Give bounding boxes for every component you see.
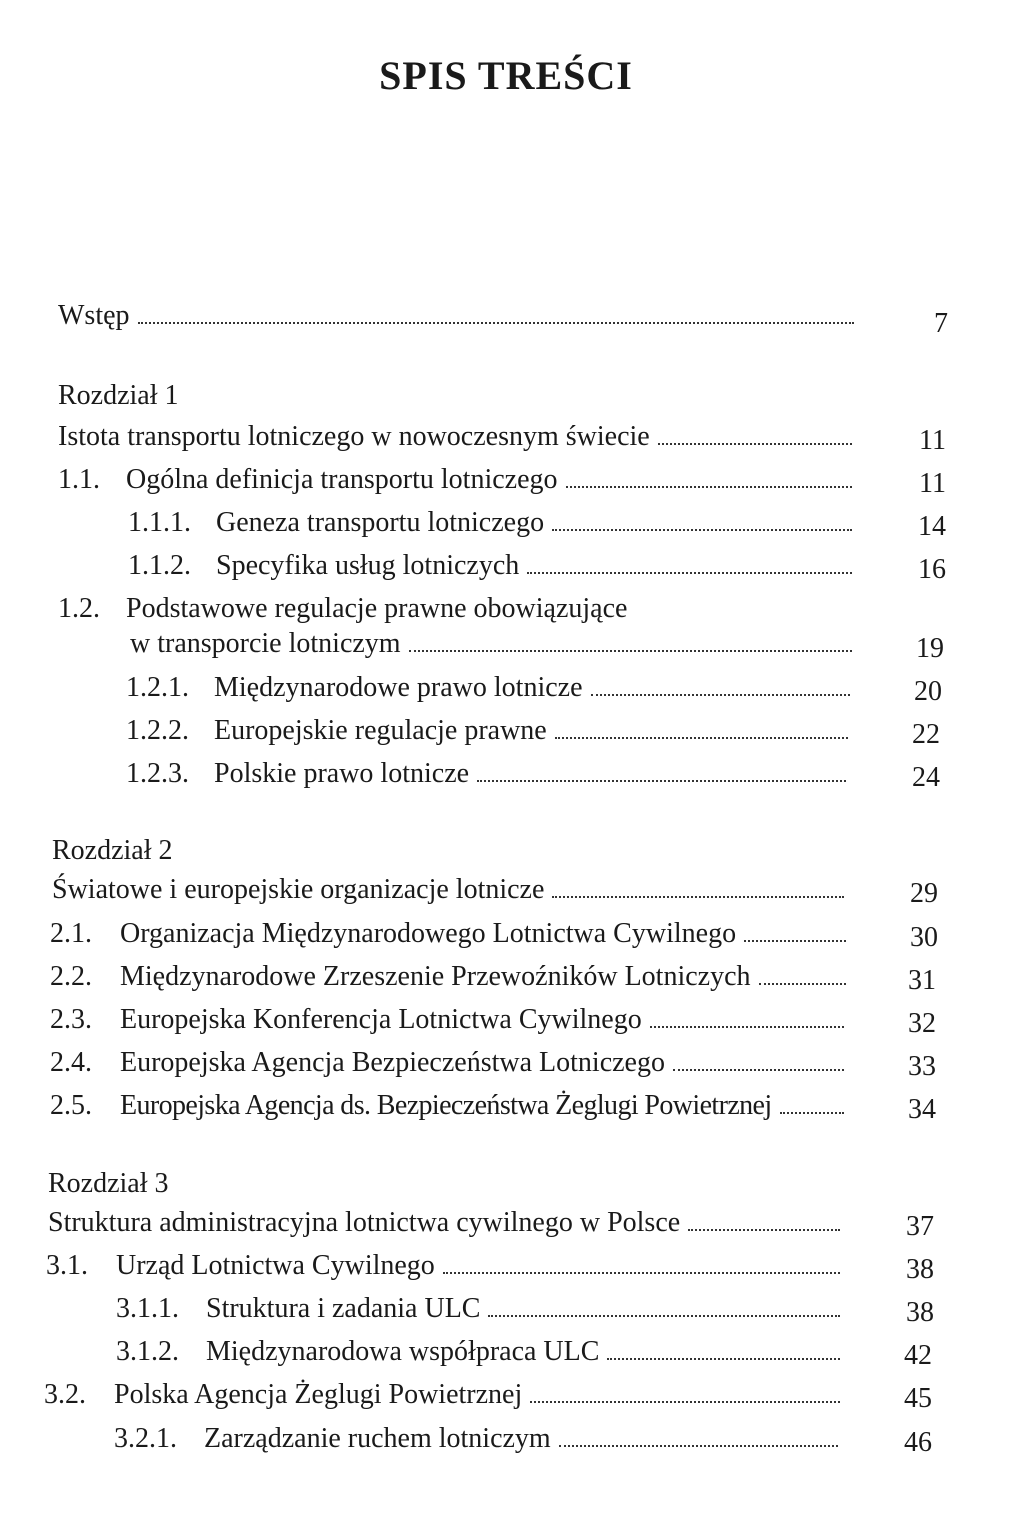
dot-leader xyxy=(566,486,852,488)
toc-page-number: 38 xyxy=(906,1297,934,1328)
section-number: 2.5. xyxy=(50,1090,92,1121)
page-title: SPIS TREŚCI xyxy=(379,53,633,98)
toc-entry-label: Europejskie regulacje prawne xyxy=(214,715,547,746)
section-number: 3.1.1. xyxy=(116,1293,179,1324)
toc-page-number: 11 xyxy=(919,425,946,456)
section-number: 1.1.2. xyxy=(128,550,191,581)
dot-leader xyxy=(607,1358,840,1360)
chapter-heading: Rozdział 1 xyxy=(58,380,179,411)
dot-leader xyxy=(138,322,854,324)
toc-entry[interactable] xyxy=(50,918,850,950)
toc-entry[interactable] xyxy=(126,758,850,790)
toc-entry-label: Geneza transportu lotniczego xyxy=(216,507,545,538)
dot-leader xyxy=(443,1272,840,1274)
dot-leader xyxy=(650,1026,844,1028)
toc-page-number: 33 xyxy=(908,1051,936,1082)
dot-leader xyxy=(552,529,852,531)
toc-entry-label: Europejska Agencja Bezpieczeństwa Lotniczego xyxy=(120,1047,665,1078)
toc-entry-intro[interactable] xyxy=(58,300,858,332)
chapter-heading: Rozdział 3 xyxy=(48,1168,169,1199)
toc-entry[interactable] xyxy=(46,1250,844,1282)
toc-entry-label: Polskie prawo lotnicze xyxy=(214,758,470,789)
dot-leader xyxy=(409,650,852,652)
toc-entry[interactable] xyxy=(116,1293,844,1325)
toc-page-number: 7 xyxy=(934,308,948,339)
toc-page-number: 32 xyxy=(908,1008,936,1039)
toc-page-number: 29 xyxy=(910,878,938,909)
toc-page-number: 34 xyxy=(908,1094,936,1125)
toc-entry[interactable] xyxy=(116,1336,844,1368)
toc-entry-label: Międzynarodowe Zrzeszenie Przewoźników Lotniczych xyxy=(120,961,751,992)
toc-entry-continuation[interactable] xyxy=(130,628,856,660)
toc-entry[interactable] xyxy=(128,507,856,539)
toc-entry-label: Polska Agencja Żeglugi Powietrznej xyxy=(114,1379,523,1410)
dot-leader xyxy=(559,1445,838,1447)
toc-entry-label: Urząd Lotnictwa Cywilnego xyxy=(116,1250,435,1281)
dot-leader xyxy=(477,780,846,782)
toc-page-number: 38 xyxy=(906,1254,934,1285)
toc-page-number: 30 xyxy=(910,922,938,953)
toc-entry-chapter3-title[interactable] xyxy=(48,1207,844,1239)
toc-entry-label: Międzynarodowe prawo lotnicze xyxy=(214,672,583,703)
toc-entry[interactable] xyxy=(50,1090,848,1122)
section-number: 1.2.2. xyxy=(126,715,189,746)
section-number: 2.2. xyxy=(50,961,92,992)
toc-entry-label: Struktura administracyjna lotnictwa cywilnego w Polsce xyxy=(48,1207,681,1238)
dot-leader xyxy=(555,737,848,739)
section-number: 2.1. xyxy=(50,918,92,949)
toc-entry-label: Specyfika usług lotniczych xyxy=(216,550,520,581)
toc-entry-label: Organizacja Międzynarodowego Lotnictwa Cywilnego xyxy=(120,918,737,949)
section-number: 1.2.3. xyxy=(126,758,189,789)
dot-leader xyxy=(744,940,846,942)
section-number: 3.1.2. xyxy=(116,1336,179,1367)
toc-page-number: 22 xyxy=(912,719,940,750)
toc-entry-chapter1-title[interactable] xyxy=(58,421,856,453)
dot-leader xyxy=(780,1112,844,1114)
section-number: 2.3. xyxy=(50,1004,92,1035)
toc-entry[interactable] xyxy=(128,550,856,582)
toc-entry-label: Światowe i europejskie organizacje lotnicze xyxy=(52,874,545,905)
toc-entry-label: Struktura i zadania ULC xyxy=(206,1293,481,1324)
toc-entry-label: Ogólna definicja transportu lotniczego xyxy=(126,464,558,495)
section-number: 3.1. xyxy=(46,1250,88,1281)
section-number: 1.2. xyxy=(58,593,100,624)
toc-entry-chapter2-title[interactable] xyxy=(52,874,848,906)
toc-page-number: 19 xyxy=(916,633,944,664)
toc-page-number: 14 xyxy=(918,511,946,542)
toc-entry-label: Wstęp xyxy=(58,300,130,331)
toc-entry-label: Europejska Konferencja Lotnictwa Cywilnego xyxy=(120,1004,642,1035)
toc-page-number: 46 xyxy=(904,1427,932,1458)
section-number: 1.1.1. xyxy=(128,507,191,538)
section-number: 2.4. xyxy=(50,1047,92,1078)
toc-entry-label: Europejska Agencja ds. Bezpieczeństwa Żeglugi Powietrznej xyxy=(120,1090,772,1121)
toc-entry[interactable] xyxy=(58,593,856,625)
toc-entry[interactable] xyxy=(114,1423,842,1455)
toc-entry[interactable] xyxy=(58,464,856,496)
dot-leader xyxy=(552,896,844,898)
dot-leader xyxy=(673,1069,844,1071)
toc-page-number: 11 xyxy=(919,468,946,499)
dot-leader xyxy=(759,983,846,985)
toc-page-number: 45 xyxy=(904,1383,932,1414)
toc-entry[interactable] xyxy=(44,1379,844,1411)
chapter-heading: Rozdział 2 xyxy=(52,835,173,866)
toc-page-number: 37 xyxy=(906,1211,934,1242)
toc-entry[interactable] xyxy=(126,715,852,747)
section-number: 3.2. xyxy=(44,1379,86,1410)
toc-entry[interactable] xyxy=(50,1004,848,1036)
dot-leader xyxy=(530,1401,840,1403)
toc-page-number: 20 xyxy=(914,676,942,707)
toc-entry-label: Zarządzanie ruchem lotniczym xyxy=(204,1423,551,1454)
toc-entry[interactable] xyxy=(50,1047,848,1079)
toc-entry-label: w transporcie lotniczym xyxy=(130,628,401,659)
toc-entry-label: Międzynarodowa współpraca ULC xyxy=(206,1336,600,1367)
toc-page-number: 16 xyxy=(918,554,946,585)
toc-page-number: 42 xyxy=(904,1340,932,1371)
toc-page-number: 31 xyxy=(908,965,936,996)
toc-page-number: 24 xyxy=(912,762,940,793)
dot-leader xyxy=(527,572,852,574)
toc-entry-label: Istota transportu lotniczego w nowoczesnym świecie xyxy=(58,421,650,452)
toc-entry[interactable] xyxy=(50,961,850,993)
section-number: 3.2.1. xyxy=(114,1423,177,1454)
dot-leader xyxy=(488,1315,840,1317)
toc-entry-label: Podstawowe regulacje prawne obowiązujące xyxy=(126,593,628,624)
section-number: 1.1. xyxy=(58,464,100,495)
dot-leader xyxy=(658,443,852,445)
dot-leader xyxy=(591,694,850,696)
dot-leader xyxy=(688,1229,840,1231)
section-number: 1.2.1. xyxy=(126,672,189,703)
toc-entry[interactable] xyxy=(126,672,854,704)
